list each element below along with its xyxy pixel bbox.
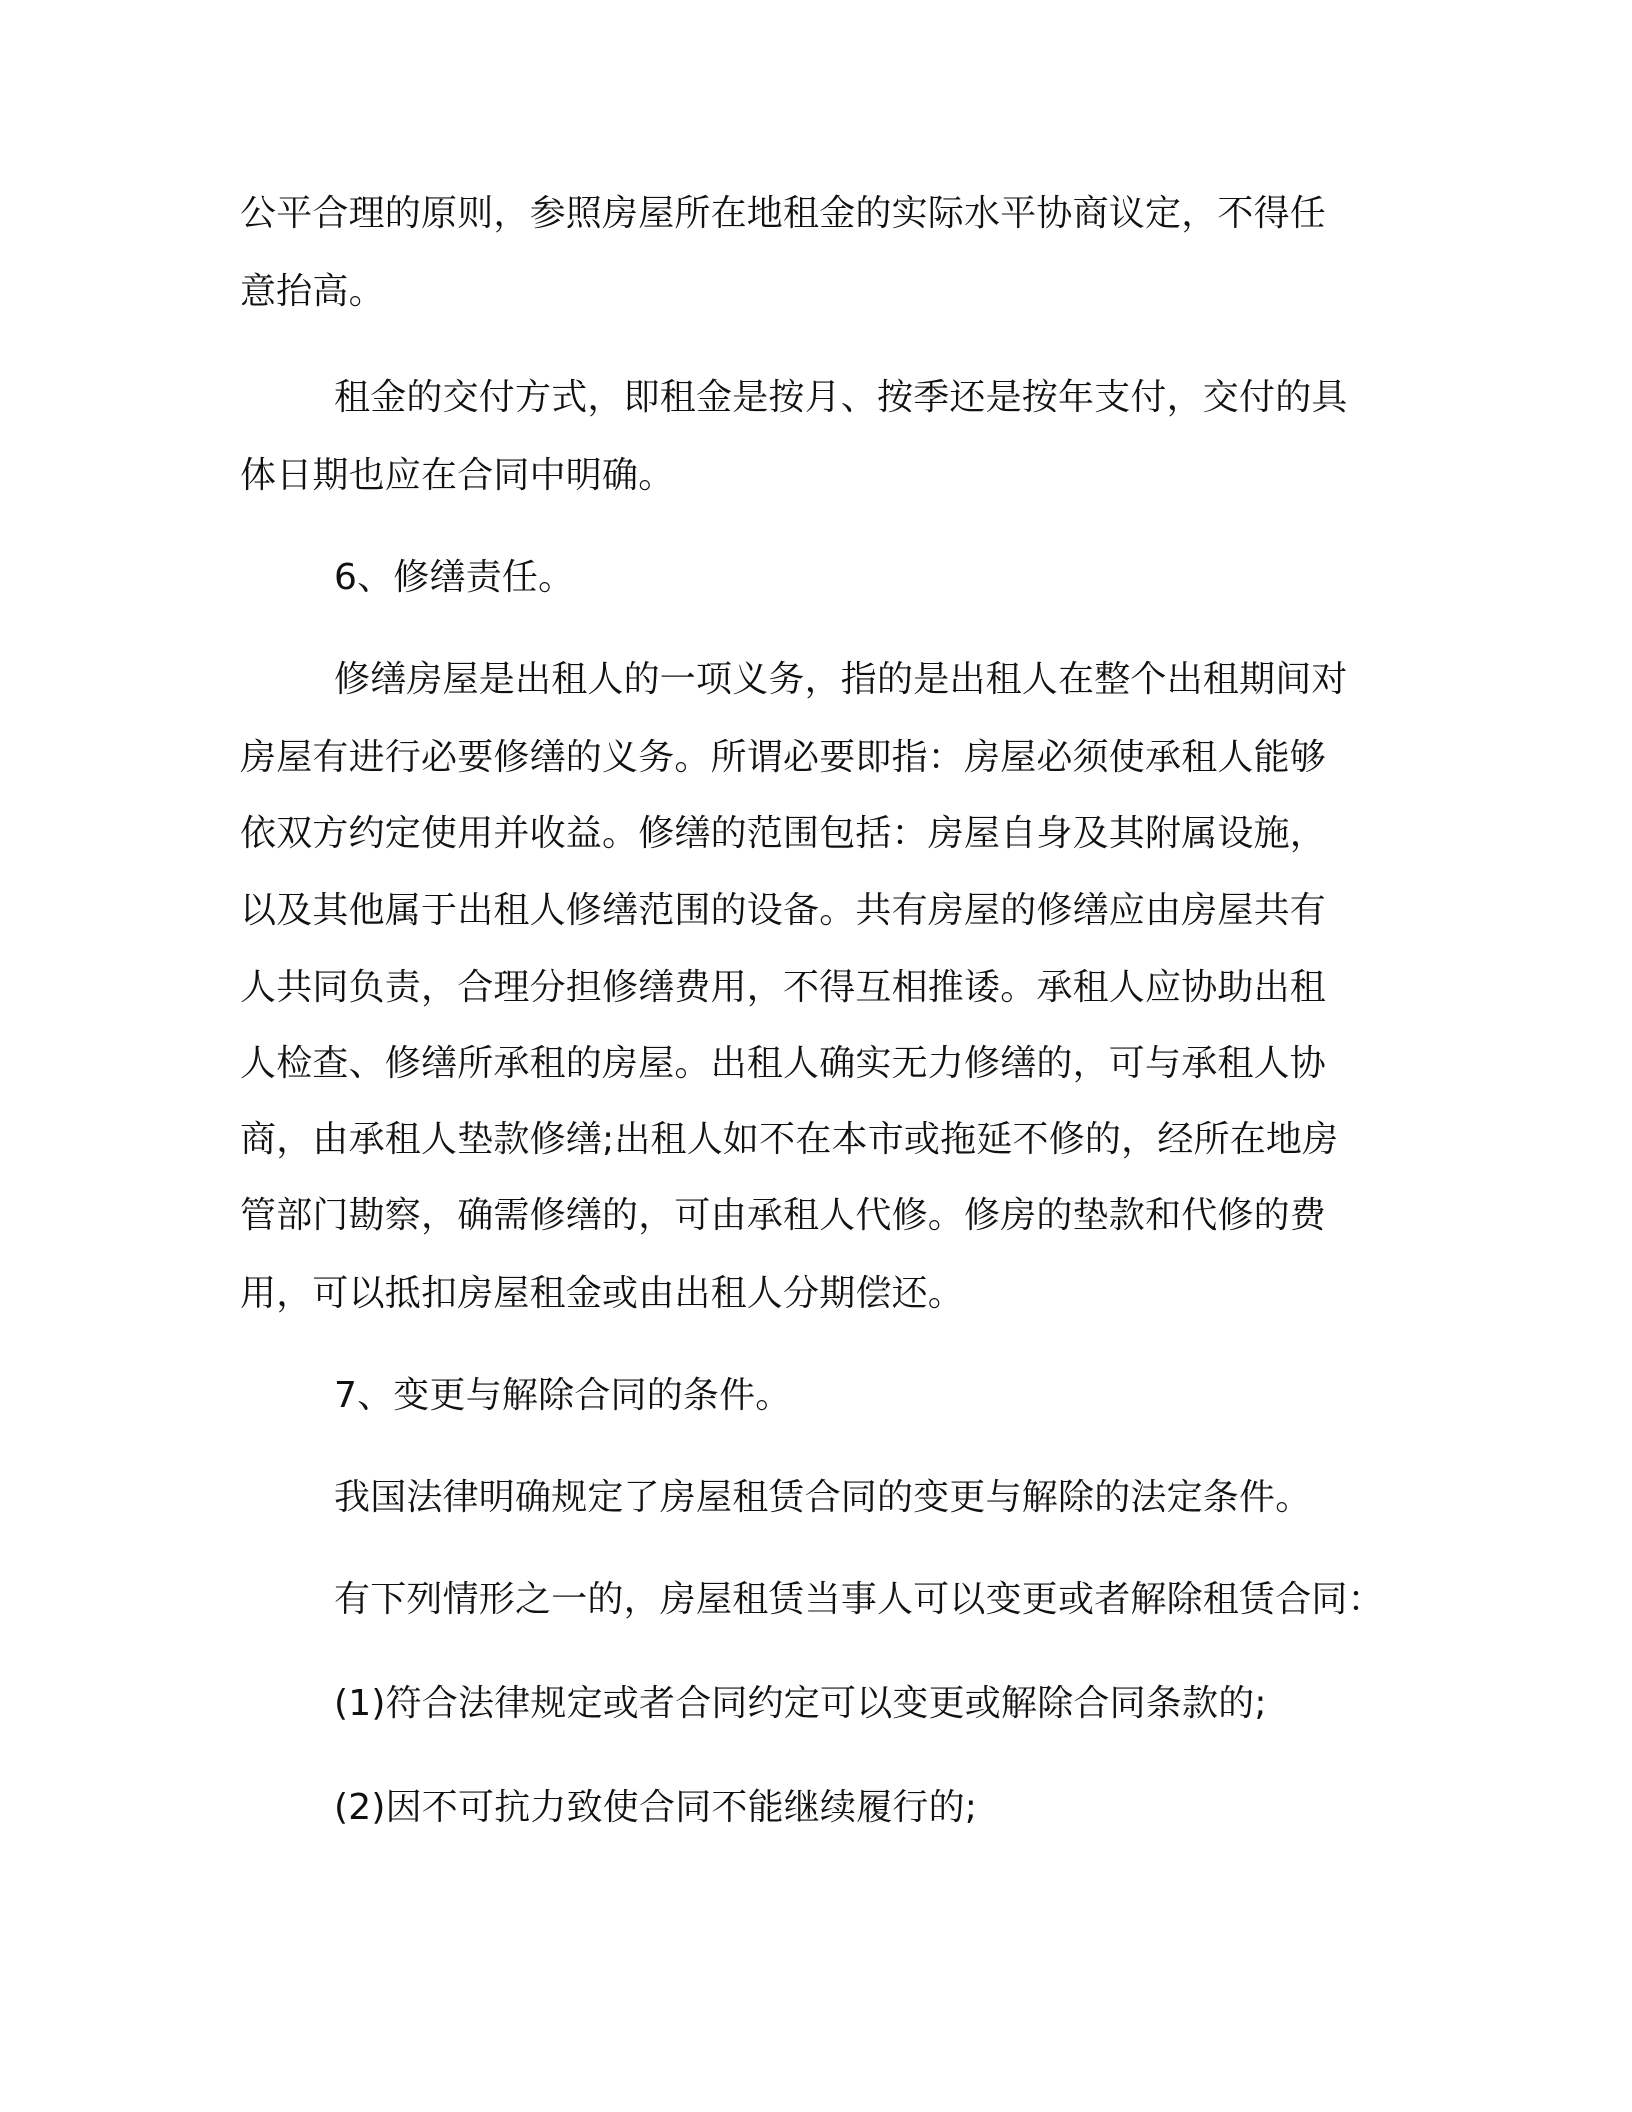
text-line: 人共同负责，合理分担修缮费用，不得互相推诿。承租人应协助出租	[240, 967, 1327, 1008]
text-line: 人检查、修缮所承租的房屋。出租人确实无力修缮的，可与承租人协	[240, 1043, 1327, 1084]
list-item: (1)符合法律规定或者合同约定可以变更或解除合同条款的;	[334, 1683, 1267, 1724]
text-line: 体日期也应在合同中明确。	[240, 455, 675, 496]
text-line: 修缮房屋是出租人的一项义务，指的是出租人在整个出租期间对	[334, 659, 1348, 700]
text-line: 公平合理的原则，参照房屋所在地租金的实际水平协商议定，不得任	[240, 193, 1327, 234]
text-line: 我国法律明确规定了房屋租赁合同的变更与解除的法定条件。	[334, 1477, 1312, 1518]
section-heading: 6、修缮责任。	[334, 557, 575, 598]
text-line: 租金的交付方式，即租金是按月、按季还是按年支付，交付的具	[334, 377, 1348, 418]
text-line: 房屋有进行必要修缮的义务。所谓必要即指：房屋必须使承租人能够	[240, 737, 1327, 778]
text-line: 管部门勘察，确需修缮的，可由承租人代修。修房的垫款和代修的费	[240, 1195, 1327, 1236]
section-heading: 7、变更与解除合同的条件。	[334, 1375, 792, 1416]
text-line: 以及其他属于出租人修缮范围的设备。共有房屋的修缮应由房屋共有	[240, 890, 1327, 931]
text-line: 用，可以抵扣房屋租金或由出租人分期偿还。	[240, 1273, 965, 1314]
text-line: 意抬高。	[240, 271, 385, 312]
list-item: (2)因不可抗力致使合同不能继续履行的;	[334, 1787, 978, 1828]
text-line: 有下列情形之一的，房屋租赁当事人可以变更或者解除租赁合同：	[334, 1579, 1384, 1620]
text-line: 依双方约定使用并收益。修缮的范围包括：房屋自身及其附属设施，	[240, 813, 1327, 854]
text-line: 商，由承租人垫款修缮;出租人如不在本市或拖延不修的，经所在地房	[240, 1119, 1339, 1160]
